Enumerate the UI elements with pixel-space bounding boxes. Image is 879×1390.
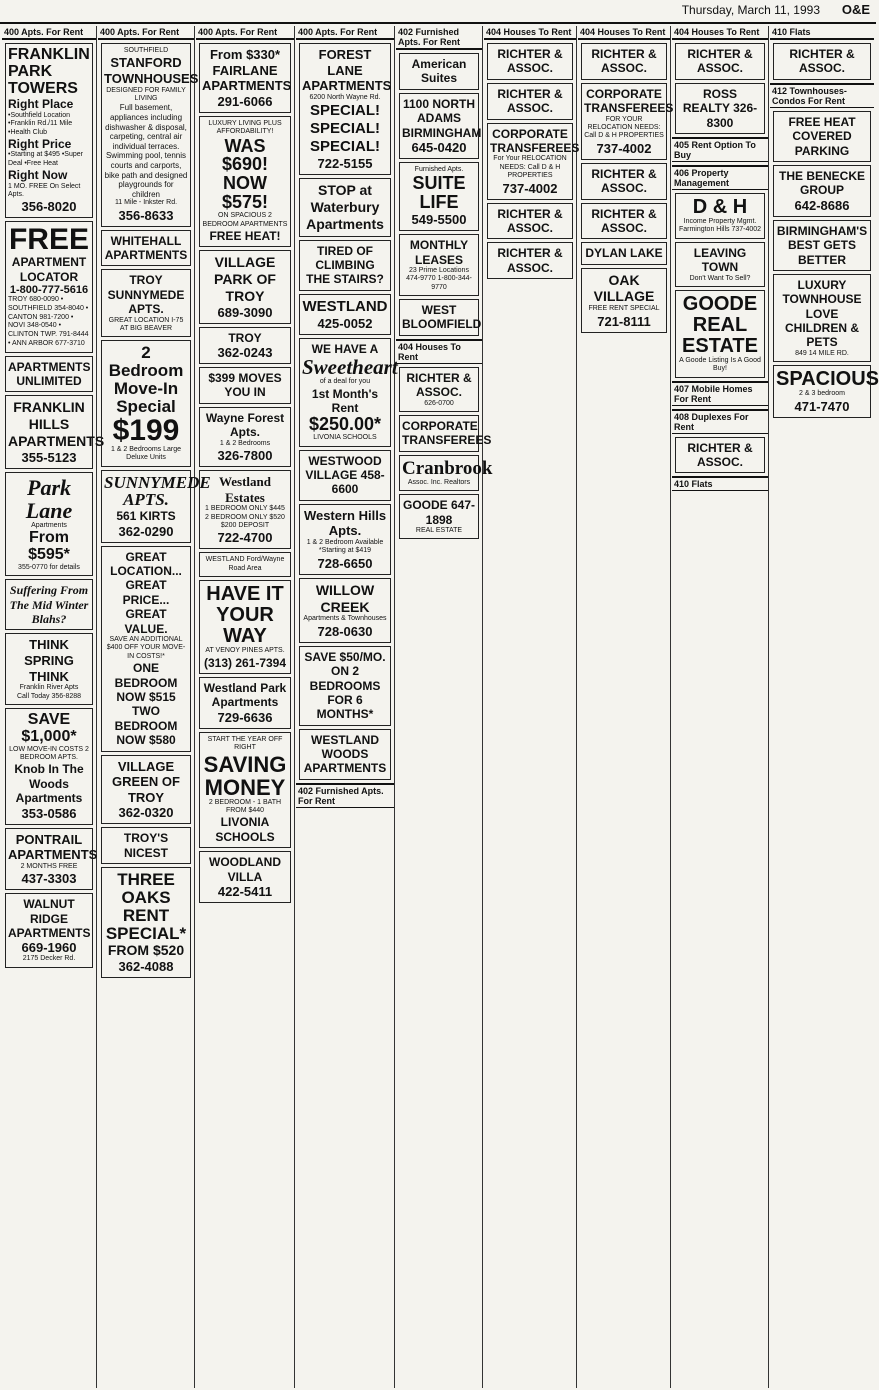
ad-title: ROSS REALTY 326-8300 — [682, 86, 758, 130]
page-header — [0, 0, 876, 24]
ad-text: •Starting at $495 •Super Deal •Free Heat — [8, 151, 83, 167]
ad-text: 1 MO. FREE On Select Apts. — [8, 182, 81, 198]
ad-price-2: TWO BEDROOM NOW $580 — [114, 704, 178, 748]
ad-title: D & H — [692, 195, 748, 218]
ad-ross-realty — [675, 83, 765, 134]
ad-richter-2 — [487, 83, 573, 120]
ad-title: RICHTER & ASSOC. — [687, 440, 753, 470]
ad-title: THINK SPRING THINK — [24, 637, 74, 684]
ad-title: RICHTER & ASSOC. — [497, 246, 563, 275]
section-header-407: 407 Mobile Homes For Rent — [672, 381, 768, 406]
ad-subhead: 1 & 2 Bedroom Available *Starting at $419 — [306, 538, 384, 555]
ad-399-special — [199, 367, 291, 404]
ad-subhead: 1 & 2 Bedrooms — [219, 439, 271, 447]
section-header-410: 410 Flats — [672, 476, 768, 491]
ad-title: WESTLAND WOODS APARTMENTS — [303, 732, 387, 776]
ad-subhead: AT VENOY PINES APTS. — [205, 647, 285, 655]
ad-have-it — [199, 580, 291, 674]
ad-title: THE BENECKE GROUP — [778, 168, 865, 198]
ad-title: GOODE 647-1898 — [402, 498, 476, 527]
ad-subhead: FOR YOUR RELOCATION NEEDS: Call D & H PROPERTIES — [584, 115, 664, 140]
ad-richter-1 — [581, 43, 667, 80]
ad-title: DYLAN LAKE — [585, 246, 663, 261]
classified-columns — [2, 26, 879, 1388]
ad-richter — [399, 367, 479, 412]
ad-month: 1st Month's Rent — [311, 386, 379, 415]
ad-title: OAK VILLAGE — [593, 271, 655, 305]
column-5 — [396, 26, 493, 1388]
ad-save-1000 — [5, 708, 93, 825]
ad-title: GOODE REAL ESTATE — [682, 292, 758, 357]
ad-subhead: GREAT LOCATION I-75 AT BIG BEAVER — [108, 316, 184, 333]
ad-save-50 — [299, 646, 391, 726]
ad-subhead: Right Place — [8, 97, 74, 112]
ad-subhead: Apartments — [31, 521, 67, 529]
ad-westland-park — [199, 677, 291, 729]
column-6 — [484, 26, 580, 1388]
ad-subhead: A Goode Listing Is A Good Buy! — [679, 356, 761, 373]
ad-wayne-forest — [199, 407, 291, 467]
ad-phone: 722-4700 — [217, 530, 273, 546]
ad-subhead: Income Property Mgmt. — [683, 217, 757, 225]
ad-phone: 356-8633 — [118, 207, 174, 223]
ad-subhead: START THE YEAR OFF RIGHT — [207, 735, 283, 752]
ad-phone-2: 362-0290 — [118, 523, 174, 539]
ad-title: WEST BLOOMFIELD — [402, 303, 482, 332]
ad-phone: 737-4002 — [596, 140, 652, 156]
ad-phone: Call Today 356-8288 — [16, 692, 82, 700]
ad-troys-nicest — [101, 827, 191, 864]
ad-westwood — [299, 450, 391, 501]
ad-title: RICHTER & ASSOC. — [497, 86, 563, 116]
ad-richter-1 — [487, 43, 573, 80]
ad-title: From $330* FAIRLANE APARTMENTS — [202, 47, 292, 94]
ad-phone: 355-5123 — [21, 449, 77, 465]
ad-text: 2 BEDROOM - 1 BATH FROM $440 — [208, 798, 282, 815]
ad-richter-2 — [675, 437, 765, 474]
ad-title: Westland Estates — [218, 474, 271, 505]
ad-title: FRANKLIN PARK TOWERS — [8, 46, 90, 97]
ad-phone: 728-6650 — [317, 555, 373, 571]
ad-subhead: Furnished Apts. — [414, 165, 464, 173]
ad-park-lane — [5, 472, 93, 577]
ad-westland-woods — [299, 729, 391, 780]
ad-richter-1 — [675, 43, 765, 80]
ad-title: WESTLAND — [302, 297, 388, 315]
ad-spacious — [773, 365, 879, 417]
ad-free-heat — [773, 111, 871, 162]
ad-schools: LIVONIA SCHOOLS — [313, 434, 377, 442]
ad-title: CORPORATE TRANSFEREES — [402, 419, 492, 448]
section-header: 404 Houses To Rent — [578, 26, 670, 40]
ad-western-hills — [299, 504, 391, 575]
ad-price: $250.00* — [308, 414, 382, 435]
ad-title: RICHTER & ASSOC. — [497, 47, 563, 76]
ad-phone: 729-6636 — [217, 709, 273, 725]
ad-westland-estates — [199, 470, 291, 549]
ad-title: Western Hills Apts. — [303, 507, 387, 539]
ad-title: RICHTER & ASSOC. — [591, 166, 657, 196]
ad-subhead: WE HAVE A — [311, 341, 379, 356]
ad-clawson — [773, 274, 871, 362]
ad-goode — [399, 494, 479, 539]
column-9 — [770, 26, 879, 1388]
ad-title: FRANKLIN HILLS APARTMENTS — [8, 399, 105, 449]
page-date: Thursday, March 11, 1993 — [681, 3, 820, 17]
ad-text: of a deal for you — [319, 378, 371, 386]
ad-birmingham-best — [773, 220, 871, 271]
ad-phone: 737-4002 — [502, 180, 558, 196]
ad-title: TROY — [228, 330, 262, 345]
ad-title: CORPORATE TRANSFEREES — [584, 86, 674, 116]
ad-title: Wayne Forest Apts. — [205, 410, 285, 440]
ad-address: 6200 North Wayne Rd. — [309, 93, 381, 101]
ad-richter-2 — [581, 163, 667, 200]
ad-title: PONTRAIL APARTMENTS — [8, 831, 98, 863]
ad-phone: 626-0700 — [424, 399, 454, 407]
ad-title: RICHTER & ASSOC. — [406, 370, 472, 400]
ad-title: RICHTER & ASSOC. — [591, 206, 657, 235]
ad-title: FOREST LANE APARTMENTS — [302, 47, 392, 94]
ad-corporate — [487, 123, 580, 200]
ad-phone: 642-8686 — [794, 197, 850, 213]
ad-title: WESTLAND Ford/Wayne Road Area — [205, 556, 285, 572]
ad-oak-village — [581, 268, 667, 333]
ad-title: THREE OAKS RENT SPECIAL* — [105, 870, 187, 943]
section-header-412: 412 Townhouses- Condos For Rent — [770, 83, 874, 108]
ad-title: WALNUT RIDGE APARTMENTS — [8, 897, 91, 940]
ad-phone: 722-5155 — [317, 156, 373, 172]
ad-richter-1 — [773, 43, 871, 80]
column-3 — [196, 26, 295, 1388]
column-8 — [672, 26, 769, 1388]
ad-phone: 362-0320 — [118, 805, 174, 821]
ad-title: LEAVING TOWN — [693, 245, 747, 275]
column-4 — [296, 26, 398, 1388]
ad-great-value — [101, 546, 191, 752]
ad-title: TROY'S NICEST — [123, 831, 169, 860]
ad-subhead: 23 Prime Locations — [409, 266, 469, 274]
section-header: 400 Apts. For Rent — [196, 26, 294, 40]
ad-monthly-leases — [399, 234, 479, 296]
ad-corporate — [581, 83, 674, 160]
ad-whitehall — [101, 230, 191, 267]
ad-subhead: 2 MONTHS FREE — [20, 862, 78, 870]
ad-price: From $595* — [28, 529, 70, 564]
ad-title: STANFORD TOWNHOUSES — [104, 55, 199, 86]
ad-title: LUXURY LIVING PLUS AFFORDABILITY! — [208, 119, 282, 136]
ad-title: Suffering From The Mid Winter Blahs? — [9, 583, 89, 627]
ad-title: BIRMINGHAM'S BEST GETS BETTER — [776, 223, 868, 267]
ad-subhead: 2 & 3 bedroom — [799, 390, 845, 398]
ad-subhead: 1 & 2 Bedrooms Large Deluxe Units — [110, 445, 182, 462]
ad-cranbrook — [399, 455, 493, 491]
ad-sunnymede — [101, 269, 191, 337]
ad-phone: 362-0243 — [217, 345, 273, 361]
ad-phone: 425-0052 — [317, 315, 373, 331]
ad-title: WHITEHALL APARTMENTS — [104, 233, 188, 263]
ad-title: SPACIOUS — [776, 368, 879, 391]
ad-title: WOODLAND VILLA — [209, 855, 281, 884]
ad-title: STOP at Waterbury Apartments — [306, 182, 384, 232]
ad-tagline: DESIGNED FOR FAMILY LIVING — [106, 86, 186, 102]
ad-subhead: Franklin River Apts — [19, 684, 79, 692]
ad-phone: (313) 261-7394 — [203, 655, 287, 670]
ad-phone: 561 KIRTS — [116, 509, 176, 524]
column-7 — [578, 26, 674, 1388]
ad-pontrail — [5, 828, 98, 891]
ad-move-in-special — [101, 340, 191, 466]
ad-dh-income — [675, 193, 765, 239]
ad-title: MONTHLY LEASES — [409, 238, 469, 267]
ad-troy — [199, 327, 291, 364]
ad-title: SUNNYMEDE APTS. — [104, 472, 211, 510]
column-1 — [2, 26, 105, 1388]
ad-phone: 689-3090 — [217, 304, 273, 320]
ad-subhead: APARTMENT LOCATOR — [11, 255, 87, 284]
ad-village-green — [101, 755, 191, 825]
ad-title: SAVE $1,000* — [21, 711, 77, 745]
ad-was: WAS $690! — [221, 135, 269, 175]
ad-subhead: REAL ESTATE — [415, 526, 463, 534]
ad-title: $399 MOVES YOU IN — [208, 371, 282, 400]
ad-subhead: ON SPACIOUS 2 BEDROOM APARTMENTS — [202, 212, 288, 228]
ad-phone: 326-7800 — [217, 448, 273, 464]
section-header-406: 406 Property Management — [672, 165, 768, 190]
ad-text: •Southfield Location •Franklin Rd./11 Mile •Health Club — [8, 111, 73, 136]
ad-think-spring — [5, 633, 93, 705]
ad-subhead: For Your RELOCATION NEEDS: Call D & H PROPERTIES — [493, 155, 567, 180]
ad-leaving-town — [675, 242, 765, 287]
ad-title: VILLAGE GREEN OF TROY — [112, 758, 180, 805]
ad-phone: 721-8111 — [597, 313, 651, 329]
ad-american-suites — [399, 53, 479, 90]
ad-title: FREE — [8, 223, 89, 257]
ad-text-3: $200 DEPOSIT — [220, 522, 270, 529]
ad-title: Sweetheart — [302, 355, 398, 380]
ad-title: RICHTER & ASSOC. — [789, 47, 855, 76]
ad-subhead: Right Price — [8, 136, 72, 151]
ad-subhead: SOUTHFIELD — [123, 47, 169, 54]
ad-address: 2175 Decker Rd. — [22, 955, 76, 963]
ad-apartments-unlimited — [5, 356, 93, 393]
ad-subhead: Assoc. Inc. Realtors — [407, 478, 471, 486]
column-2 — [98, 26, 211, 1388]
ad-title: WILLOW CREEK — [315, 581, 375, 615]
ad-subhead: Apartments & Townhouses — [303, 615, 387, 623]
ad-stop-waterbury — [299, 178, 391, 236]
ad-phone: 291-6066 — [217, 93, 273, 109]
section-header: 402 Furnished Apts. For Rent — [396, 26, 482, 50]
paper-name: O&E — [841, 2, 870, 17]
ad-subhead: LOW MOVE-IN COSTS 2 BEDROOM APTS. — [9, 745, 89, 762]
ad-title: TROY SUNNYMEDE APTS. — [107, 273, 185, 317]
ad-subhead: Don't Want To Sell? — [689, 274, 751, 282]
ad-west-bloomfield — [399, 299, 482, 336]
section-header: 404 Houses To Rent — [484, 26, 576, 40]
ad-title: American Suites — [411, 57, 467, 86]
ad-westland-ford — [199, 552, 291, 577]
ad-price: $199 — [112, 413, 180, 447]
ad-corporate — [399, 415, 492, 452]
ad-phone: 437-3303 — [21, 871, 77, 887]
ad-title: APARTMENTS UNLIMITED — [8, 359, 91, 388]
ad-phone: 355-0770 for details — [18, 563, 80, 571]
ad-title: RICHTER & ASSOC. — [497, 206, 563, 235]
ad-text: Full basement, appliances including dishwasher & disposal, carpeting, central air individual terraces. Swimming pool, tennis courts and carports, bike path and designed playgrounds for children — [104, 103, 188, 199]
ad-price-1: ONE BEDROOM NOW $515 — [114, 661, 178, 704]
ad-title: Westland Park Apartments — [203, 680, 287, 710]
ad-phone: 549-5500 — [411, 212, 467, 228]
ad-price: FROM $520 — [107, 942, 185, 959]
ad-title: RICHTER & ASSOC. — [591, 47, 657, 76]
ad-title: VILLAGE PARK OF TROY — [214, 254, 276, 304]
ad-tired-stairs — [299, 240, 391, 291]
ad-title: RICHTER & ASSOC. — [687, 47, 753, 76]
ad-phone: Farmington Hills 737-4002 — [678, 226, 762, 234]
ad-phone: 356-8020 — [21, 199, 77, 215]
ad-subhead: Right Now — [8, 168, 68, 183]
ad-north-adams — [399, 93, 482, 159]
ad-luxury-living — [199, 116, 291, 248]
section-header-402: 402 Furnished Apts. For Rent — [296, 783, 394, 808]
ad-phone: 645-0420 — [411, 139, 467, 155]
ad-westland — [299, 294, 391, 335]
ad-subhead: FREE RENT SPECIAL — [588, 305, 660, 313]
ad-title: CORPORATE TRANSFEREES — [490, 126, 580, 155]
section-header: 400 Apts. For Rent — [98, 26, 194, 40]
ad-location: 11 Mile - Inkster Rd. — [114, 199, 178, 207]
section-header: 400 Apts. For Rent — [2, 26, 96, 40]
ad-forest-lane — [299, 43, 391, 175]
ad-richter-4 — [487, 242, 573, 279]
ad-free-locator — [5, 221, 93, 352]
section-header-408: 408 Duplexes For Rent — [672, 409, 768, 434]
ad-schools: LIVONIA SCHOOLS — [215, 815, 275, 844]
ad-franklin-park — [5, 43, 93, 218]
ad-phone: 669-1960 — [21, 940, 77, 956]
ad-goode — [675, 290, 765, 378]
ad-walnut-ridge — [5, 893, 93, 968]
ad-title: Cranbrook — [402, 457, 493, 479]
ad-title: WESTWOOD VILLAGE 458-6600 — [305, 453, 385, 497]
ad-richter-3 — [581, 203, 667, 240]
ad-dylan-lake — [581, 242, 667, 264]
ad-woodland-villa — [199, 851, 291, 903]
ad-phone: 362-4088 — [118, 959, 174, 975]
ad-now: NOW $575! — [221, 173, 269, 213]
ad-special: SPECIAL! SPECIAL! SPECIAL! — [309, 102, 380, 156]
ad-village-park — [199, 250, 291, 323]
ad-benecke — [773, 165, 871, 217]
ad-subhead: SAVE AN ADDITIONAL $400 OFF YOUR MOVE-IN COSTS!* — [106, 636, 186, 660]
section-header-405: 405 Rent Option To Buy — [672, 137, 768, 162]
ad-stanford — [101, 43, 199, 227]
ad-suffering — [5, 579, 93, 630]
ad-three-oaks — [101, 867, 191, 978]
section-header-404: 404 Houses To Rent — [396, 339, 482, 364]
ad-title: TIRED OF CLIMBING THE STAIRS? — [306, 243, 384, 287]
section-header: 410 Flats — [770, 26, 874, 40]
ad-richter-3 — [487, 203, 573, 240]
ad-fairlane — [199, 43, 291, 113]
section-header: 400 Apts. For Rent — [296, 26, 394, 40]
ad-suite-life — [399, 162, 479, 231]
ad-title: Park Lane — [25, 474, 73, 523]
ad-phone: 422-5411 — [217, 884, 273, 900]
ad-title: SAVE $50/MO. ON 2 BEDROOMS FOR 6 MONTHS* — [304, 649, 386, 722]
ad-text: TROY 680-0090 • SOUTHFIELD 354-8040 • CANTON 981-7200 • NOVI 348-0540 • CLINTON TWP. 791-8444 • ANN ARBOR 677-3710 — [8, 296, 89, 347]
ad-title: HAVE IT YOUR WAY — [206, 583, 284, 648]
ad-willow-creek — [299, 578, 391, 643]
ad-title: GREAT LOCATION... GREAT PRICE... GREAT VALUE. — [110, 549, 182, 636]
ad-phone: 728-0630 — [317, 623, 373, 639]
ad-phone: 353-0586 — [21, 805, 77, 821]
ad-saving-money — [199, 732, 291, 849]
ad-title: 2 Bedroom Move-In Special — [108, 343, 184, 416]
ad-sweetheart — [299, 338, 398, 447]
ad-text-1: 1 BEDROOM ONLY $445 — [205, 505, 285, 513]
ad-title: FREE HEAT COVERED PARKING — [788, 114, 856, 158]
ad-title: SAVING MONEY — [203, 751, 287, 800]
ad-phone: 471-7470 — [794, 398, 850, 414]
section-header: 404 Houses To Rent — [672, 26, 768, 40]
ad-heat: FREE HEAT! — [209, 228, 281, 243]
ad-text-2: 2 BEDROOM ONLY $520 — [205, 513, 285, 521]
ad-text: Knob In The Woods Apartments — [14, 762, 84, 806]
ad-phone: 1-800-777-5616 — [9, 284, 89, 297]
ad-title: LUXURY TOWNHOUSE LOVE CHILDREN & PETS — [782, 277, 862, 350]
ad-title: 1100 NORTH ADAMS BIRMINGHAM — [402, 96, 482, 140]
ad-sunnymede-2 — [101, 470, 211, 543]
ad-franklin-hills — [5, 395, 105, 468]
ad-address: 849 14 MILE RD. — [795, 349, 849, 357]
ad-phone: 474-9770 1-800-344-9770 — [406, 275, 472, 291]
ad-title: SUITE LIFE — [412, 173, 466, 213]
